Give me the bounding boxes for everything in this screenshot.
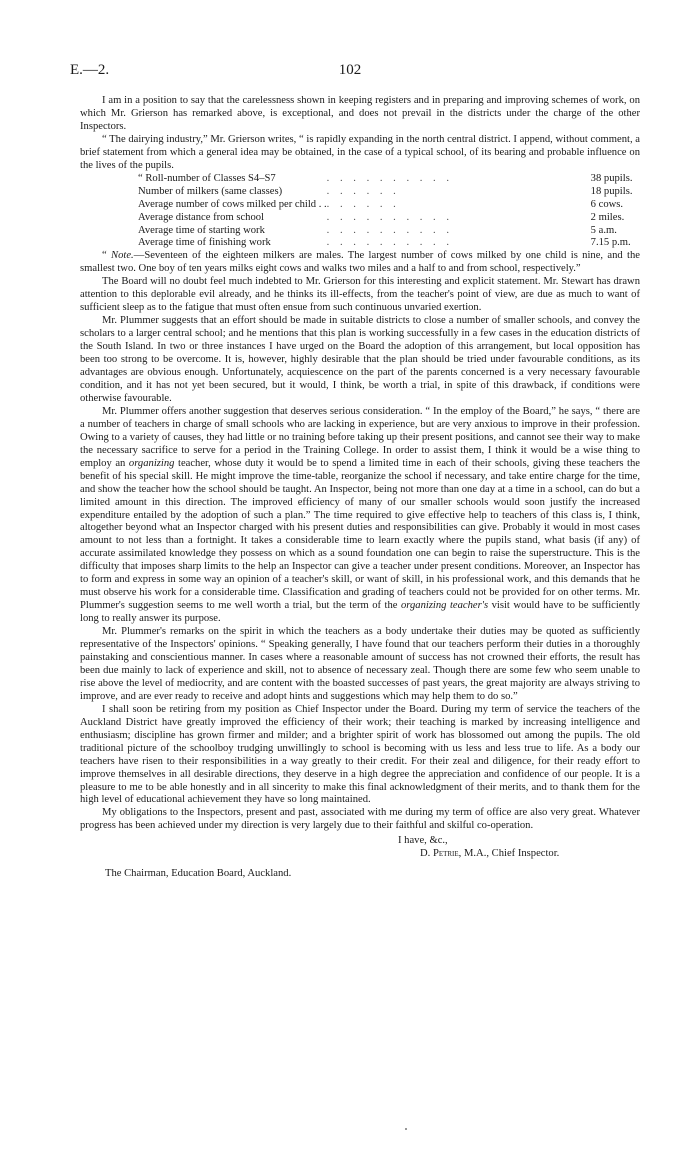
paragraph-text: Mr. Plummer offers another suggestion that deserves serious consideration. “ In the employ of the Board,” he says, “ there are a number of teachers in charge of small schools who are lacking in experience, but are very anxious to improve in their profession. Owing to a variety of causes, they had little or no training before taking up their present positions, and cannot see their way to make the necessary sacrifice to serve for a period in the Training College. In order to assist them, I think it would be a wise thing to employ an xyxy=(80,405,640,469)
document-code: E.—2. xyxy=(70,62,110,78)
stat-value: 7.15 p.m. xyxy=(590,237,631,249)
paragraph: Mr. Plummer suggests that an effort should be made in suitable districts to close a number of smaller schools, and convey the scholars to a larger central school; and he mentions that this plan is working successfully in a few cases in the education districts of the South Island. In two or three instances I have urged on the Board the adoption of this arrangement, but local opposition has been too strong to be overcome. It is, however, highly desirable that the plan should be tried under favourable conditions, as its advantages are obvious enough. Unfortunately, acquiescence on the part of the parents concerned is a very necessary favourable condition, and it has not yet been secured, but it would, I think, be worth a trial, in spite of this drawback, if conditions were otherwise favourable. xyxy=(80,315,640,404)
signature xyxy=(420,848,640,861)
stat-label: “ Roll-number of Classes S4–S7 xyxy=(138,172,276,184)
leader-dots: . . . . . . xyxy=(326,198,400,210)
emphasis: organizing teacher's xyxy=(400,600,489,612)
table-row xyxy=(138,225,632,238)
paragraph xyxy=(80,406,640,626)
leader-dots: . . . . . . . . . . xyxy=(326,211,453,223)
table-row xyxy=(138,199,632,212)
stat-label: Average distance from school xyxy=(138,211,264,223)
table-row xyxy=(138,212,632,225)
dairying-statistics-table xyxy=(138,173,632,251)
note-label: Note. xyxy=(111,250,134,262)
paragraph: I shall soon be retiring from my position as Chief Inspector under the Board. During my term of service the teachers of the Auckland District have greatly improved the efficiency of their work; their teaching is marked by increasing intelligence and enthusiasm; discipline has grown firmer and milder; and a brighter spirit of work has blossomed out among the pupils. The old traditional picture of the schoolboy trudging unwillingly to school is becoming with us less and less true to life. As a body our teachers have risen to their responsibilities in a way greatly to their credit. For their zeal and diligence, for their ready effort to improve themselves in all desirable directions, they deserve in a high degree the appreciation and confidence of our people. It is a pleasure to me to be able honestly and in all sincerity to make this final acknowledgment of their merits, and to thank them for the high level of educational achievement they have so long maintained. xyxy=(80,703,640,806)
document-body xyxy=(80,95,640,881)
page-number: 102 xyxy=(338,62,362,78)
table-row xyxy=(138,186,632,199)
stat-label: Average time of starting work xyxy=(138,224,265,236)
leader-dots: . . . . . . . . . . xyxy=(326,224,453,236)
stat-value: 2 miles. xyxy=(590,211,625,223)
paragraph-text: visit would have to be sufficiently long to really answer its purpose. xyxy=(80,600,640,625)
stat-label: Number of milkers (same classes) xyxy=(138,185,283,197)
paragraph: My obligations to the Inspectors, present and past, associated with me during my term of office are also very great. Whatever progress has been achieved under my direction is very largely due to their faithful and skilful co-operation. xyxy=(80,807,640,832)
page-header xyxy=(70,62,630,82)
stat-label: Average time of finishing work xyxy=(138,237,271,249)
leader-dots: . . . . . . xyxy=(326,185,400,197)
paragraph: I am in a position to say that the carelessness shown in keeping registers and in preparing and improving schemes of work, on which Mr. Grierson has remarked above, is exceptional, and does not prevail in the districts under the charge of the other Inspectors. xyxy=(80,95,640,132)
stat-label: Average number of cows milked per child . . xyxy=(138,198,327,210)
salutation: I have, &c., xyxy=(398,835,448,847)
paragraph: The Board will no doubt feel much indebted to Mr. Grierson for this interesting and explicit statement. Mr. Stewart has drawn attention to this deplorable evil already, and he thinks its ill-effects, from the teacher's point of view, are due as much to want of sufficient sleep as to the fatigue that must often ensue from such continuous unvaried exertion. xyxy=(80,276,640,314)
table-row xyxy=(138,237,632,250)
stat-value: 18 pupils. xyxy=(590,185,633,197)
stat-value: 5 a.m. xyxy=(590,224,617,236)
page-speck xyxy=(405,1128,407,1130)
paragraph-text: teacher, whose duty it would be to spend a limited time in each of their schools, giving these teachers the benefit of his special skill. He might improve the time-table, reorganize the school if necessary, and take entire charge for the time, and show the teacher how the school should be taught. An Inspector, being not more than one day at a time in a school, can do but a limited amount in this direction. The improved efficiency of many of our smaller schools would soon justify the increased expenditure entailed by the adoption of such a plan.” The time required to give effective help to teachers of this class is, I think, altogether beyond what an Inspector charged with his present duties and responsibilities can give. Probably it would in most cases amount to not less than a fortnight. It takes a considerable time to learn exactly where the pupils stand, what basis (if any) of accurate assimilated knowledge they possess on which as a sound foundation one can begin to raise the superstructure. This is the difficulty that imposes sharp limits to the help an Inspector can give a teacher under present conditions. Moreover, an Inspector has to form and express in some way an opinion of a teacher's skill, or want of skill, in his professional work, and this demands that he must observe his work for a considerable time. Classification and grading of teachers could not be provided for on other terms. Mr. Plummer's suggestion seems to me well worth a trial, but the term of the xyxy=(80,457,640,612)
paragraph: “ The dairying industry,” Mr. Grierson writes, “ is rapidly expanding in the north central district. I append, without comment, a brief statement from which a general idea may be obtained, in the case of a typical school, of its bearing and probable influence on the lives of the pupils. xyxy=(80,133,640,171)
note-text: —Seventeen of the eighteen milkers are males. The largest number of cows milked by one child is nine, and the smallest two. One boy of ten years milks eight cows and walks two miles and a half to and from school, respectively.” xyxy=(80,250,640,275)
leader-dots: . . . . . . . . . . xyxy=(326,172,453,184)
stat-value: 6 cows. xyxy=(590,198,624,210)
stat-value: 38 pupils. xyxy=(590,172,633,184)
paragraph: Mr. Plummer's remarks on the spirit in which the teachers as a body undertake their duties may be quoted as sufficiently representative of the Inspectors' opinions. “ Speaking generally, I have found that our teachers perform their duties in a thoroughly painstaking and conscientious manner. In cases where a reasonable amount of success has not crowned their efforts, the result has been due mainly to lack of experience and skill, not to absence of necessary zeal. Though there are some few who seem unable to rise above the level of mediocrity, and are content with the boasted successes of past years, the great majority are always striving to improve, and are ever ready to receive and adopt hints and suggestions which may help them to do so.” xyxy=(80,626,640,702)
signature-name: D. Petrie, xyxy=(420,848,462,860)
leader-dots: . . . . . . . . . . xyxy=(326,237,453,249)
note-paragraph: “ Note.—Seventeen of the eighteen milkers are males. The largest number of cows milked by one child is nine, and the smallest two. One boy of ten years milks eight cows and walks two miles and a half to and from school, respectively.” xyxy=(80,250,640,275)
signature-title: M.A., Chief Inspector. xyxy=(463,848,560,860)
table-row xyxy=(138,173,632,186)
emphasis: organizing xyxy=(128,457,175,469)
addressee: The Chairman, Education Board, Auckland. xyxy=(105,868,292,880)
